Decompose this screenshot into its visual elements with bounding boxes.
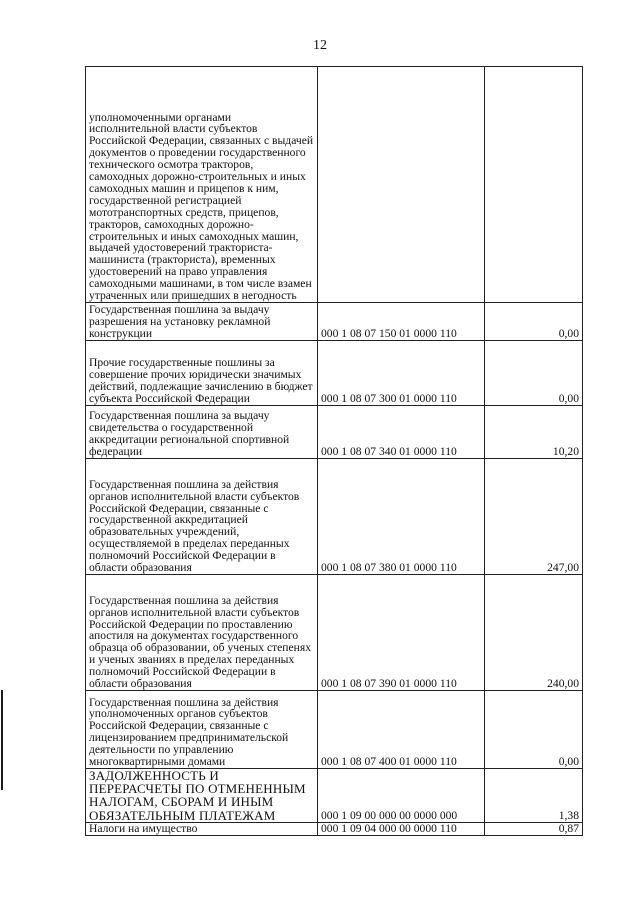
code-cell: 000 1 09 04 000 00 0000 110 xyxy=(318,822,485,835)
description-cell: уполномоченными органами исполнительной власти субъектов Российской Федерации, связанных с выдачей документов о проведении государственного технического осмотра тракторов, самоходных дорожно-строительных и иных самоходных машин и прицепов к ним, государственной регистрацией мототранспортных средств, прицепов, тракторов, самоходных дорожно-строительных и иных самоходных машин, выдачей удостоверений тракториста-машиниста (тракториста), временных удостоверений на право управления самоходными машинами, в том числе взамен утраченных или пришедших в негодность xyxy=(86,67,318,303)
table-row xyxy=(86,575,583,691)
amount-cell: 0,87 xyxy=(485,822,583,835)
description-cell: Государственная пошлина за выдачу разрешения на установку рекламной конструкции xyxy=(86,303,318,341)
amount-cell: 0,00 xyxy=(485,341,583,406)
amount-cell: 1,38 xyxy=(485,769,583,823)
description-cell: Государственная пошлина за выдачу свидетельства о государственной аккредитации региональной спортивной федерации xyxy=(86,406,318,459)
budget-table xyxy=(85,66,583,836)
code-cell: 000 1 08 07 340 01 0000 110 xyxy=(318,406,485,459)
amount-cell: 247,00 xyxy=(485,459,583,575)
code-cell: 000 1 08 07 380 01 0000 110 xyxy=(318,459,485,575)
code-cell: 000 1 08 07 150 01 0000 110 xyxy=(318,303,485,341)
description-cell: Налоги на имущество xyxy=(86,822,318,835)
table-row xyxy=(86,67,583,303)
amount-cell: 10,20 xyxy=(485,406,583,459)
description-cell: Государственная пошлина за действия уполномоченных органов субъектов Российской Федерации, связанные с лицензированием предпринимательской деятельности по управлению многоквартирными домами xyxy=(86,691,318,769)
table-row xyxy=(86,822,583,835)
description-cell: ЗАДОЛЖЕННОСТЬ И ПЕРЕРАСЧЕТЫ ПО ОТМЕНЕННЫМ НАЛОГАМ, СБОРАМ И ИНЫМ ОБЯЗАТЕЛЬНЫМ ПЛАТЕЖАМ xyxy=(86,769,318,823)
description-cell: Государственная пошлина за действия органов исполнительной власти субъектов Российской Федерации по проставлению апостиля на документах государственного образца об образовании, об ученых степенях и ученых званиях в пределах переданных полномочий Российской Федерации в области образования xyxy=(86,575,318,691)
table-row xyxy=(86,303,583,341)
code-cell: 000 1 08 07 390 01 0000 110 xyxy=(318,575,485,691)
description-cell: Государственная пошлина за действия органов исполнительной власти субъектов Российской Федерации, связанные с государственной аккредитацией образовательных учреждений, осуществляемой в пределах переданных полномочий Российской Федерации в области образования xyxy=(86,459,318,575)
table-row xyxy=(86,341,583,406)
table-row xyxy=(86,691,583,769)
page-number: 12 xyxy=(313,38,327,53)
code-cell: 000 1 08 07 400 01 0000 110 xyxy=(318,691,485,769)
table-row xyxy=(86,459,583,575)
code-cell xyxy=(318,67,485,303)
code-cell: 000 1 09 00 000 00 0000 000 xyxy=(318,769,485,823)
table-row xyxy=(86,769,583,823)
amount-cell: 0,00 xyxy=(485,303,583,341)
description-cell: Прочие государственные пошлины за совершение прочих юридически значимых действий, подлежащие зачислению в бюджет субъекта Российской Федерации xyxy=(86,341,318,406)
amount-cell: 0,00 xyxy=(485,691,583,769)
amount-cell xyxy=(485,67,583,303)
scan-margin-line xyxy=(1,690,3,790)
table-row xyxy=(86,406,583,459)
code-cell: 000 1 08 07 300 01 0000 110 xyxy=(318,341,485,406)
amount-cell: 240,00 xyxy=(485,575,583,691)
